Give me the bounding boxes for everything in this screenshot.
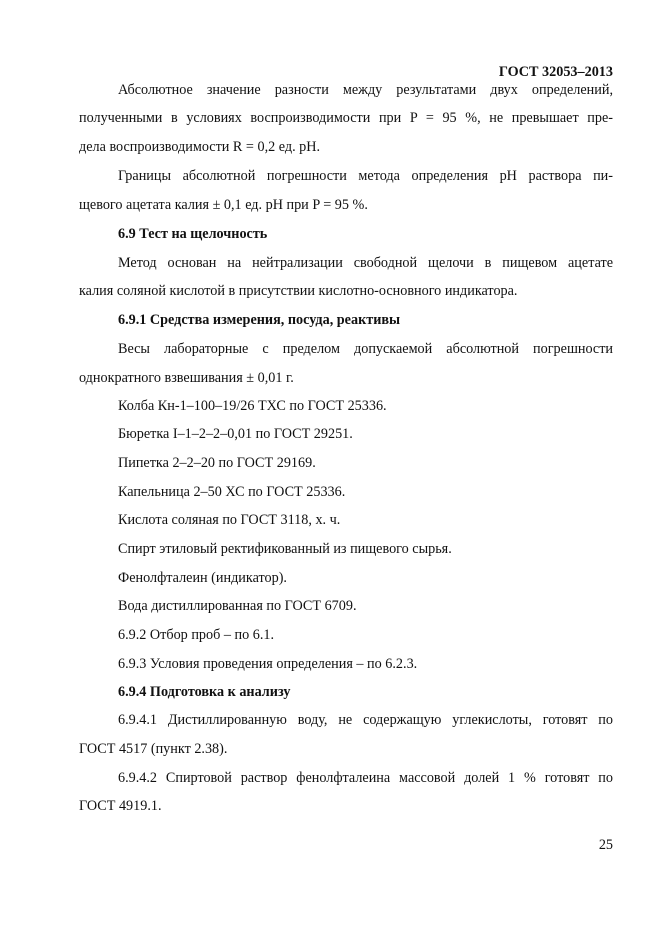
list-item: Фенолфталеин (индикатор).: [118, 570, 287, 586]
list-item: Спирт этиловый ректификованный из пищевого сырья.: [118, 541, 452, 557]
paragraph-line: Весы лабораторные с пределом допускаемой абсолютной погрешности: [118, 341, 613, 357]
list-item: Колба Кн-1–100–19/26 ТХС по ГОСТ 25336.: [118, 398, 387, 414]
paragraph-line: дела воспроизводимости R = 0,2 ед. pH.: [79, 139, 321, 155]
standard-header: ГОСТ 32053–2013: [498, 64, 613, 80]
paragraph-line: 6.9.2 Отбор проб – по 6.1.: [118, 627, 275, 643]
list-item: Капельница 2–50 ХС по ГОСТ 25336.: [118, 484, 346, 500]
list-item: Бюретка I–1–2–2–0,01 по ГОСТ 29251.: [118, 426, 353, 442]
paragraph-line: 6.9.4.1 Дистиллированную воду, не содержащую углекислоты, готовят по: [118, 712, 613, 728]
paragraph-line: полученными в условиях воспроизводимости при P = 95 %, не превышает пре-: [79, 110, 613, 126]
list-item: Пипетка 2–2–20 по ГОСТ 29169.: [118, 455, 316, 471]
paragraph-line: 6.9.3 Условия проведения определения – по 6.2.3.: [118, 656, 418, 672]
section-heading: 6.9 Тест на щелочность: [118, 226, 268, 242]
paragraph-line: ГОСТ 4517 (пункт 2.38).: [79, 741, 228, 757]
paragraph-line: калия соляной кислотой в присутствии кислотно-основного индикатора.: [79, 283, 518, 299]
section-heading: 6.9.4 Подготовка к анализу: [118, 684, 291, 700]
paragraph-line: однократного взвешивания ± 0,01 г.: [79, 370, 294, 386]
paragraph-line: ГОСТ 4919.1.: [79, 798, 162, 814]
paragraph-line: щевого ацетата калия ± 0,1 ед. pH при P = 95 %.: [79, 197, 368, 213]
paragraph-line: Метод основан на нейтрализации свободной щелочи в пищевом ацетате: [118, 255, 613, 271]
list-item: Кислота соляная по ГОСТ 3118, х. ч.: [118, 512, 341, 528]
paragraph-line: Абсолютное значение разности между результатами двух определений,: [118, 82, 613, 98]
section-heading: 6.9.1 Средства измерения, посуда, реактивы: [118, 312, 401, 328]
paragraph-line: Границы абсолютной погрешности метода определения pH раствора пи-: [118, 168, 613, 184]
paragraph-line: 6.9.4.2 Спиртовой раствор фенолфталеина массовой долей 1 % готовят по: [118, 770, 613, 786]
list-item: Вода дистиллированная по ГОСТ 6709.: [118, 598, 357, 614]
page-number: 25: [598, 837, 613, 853]
